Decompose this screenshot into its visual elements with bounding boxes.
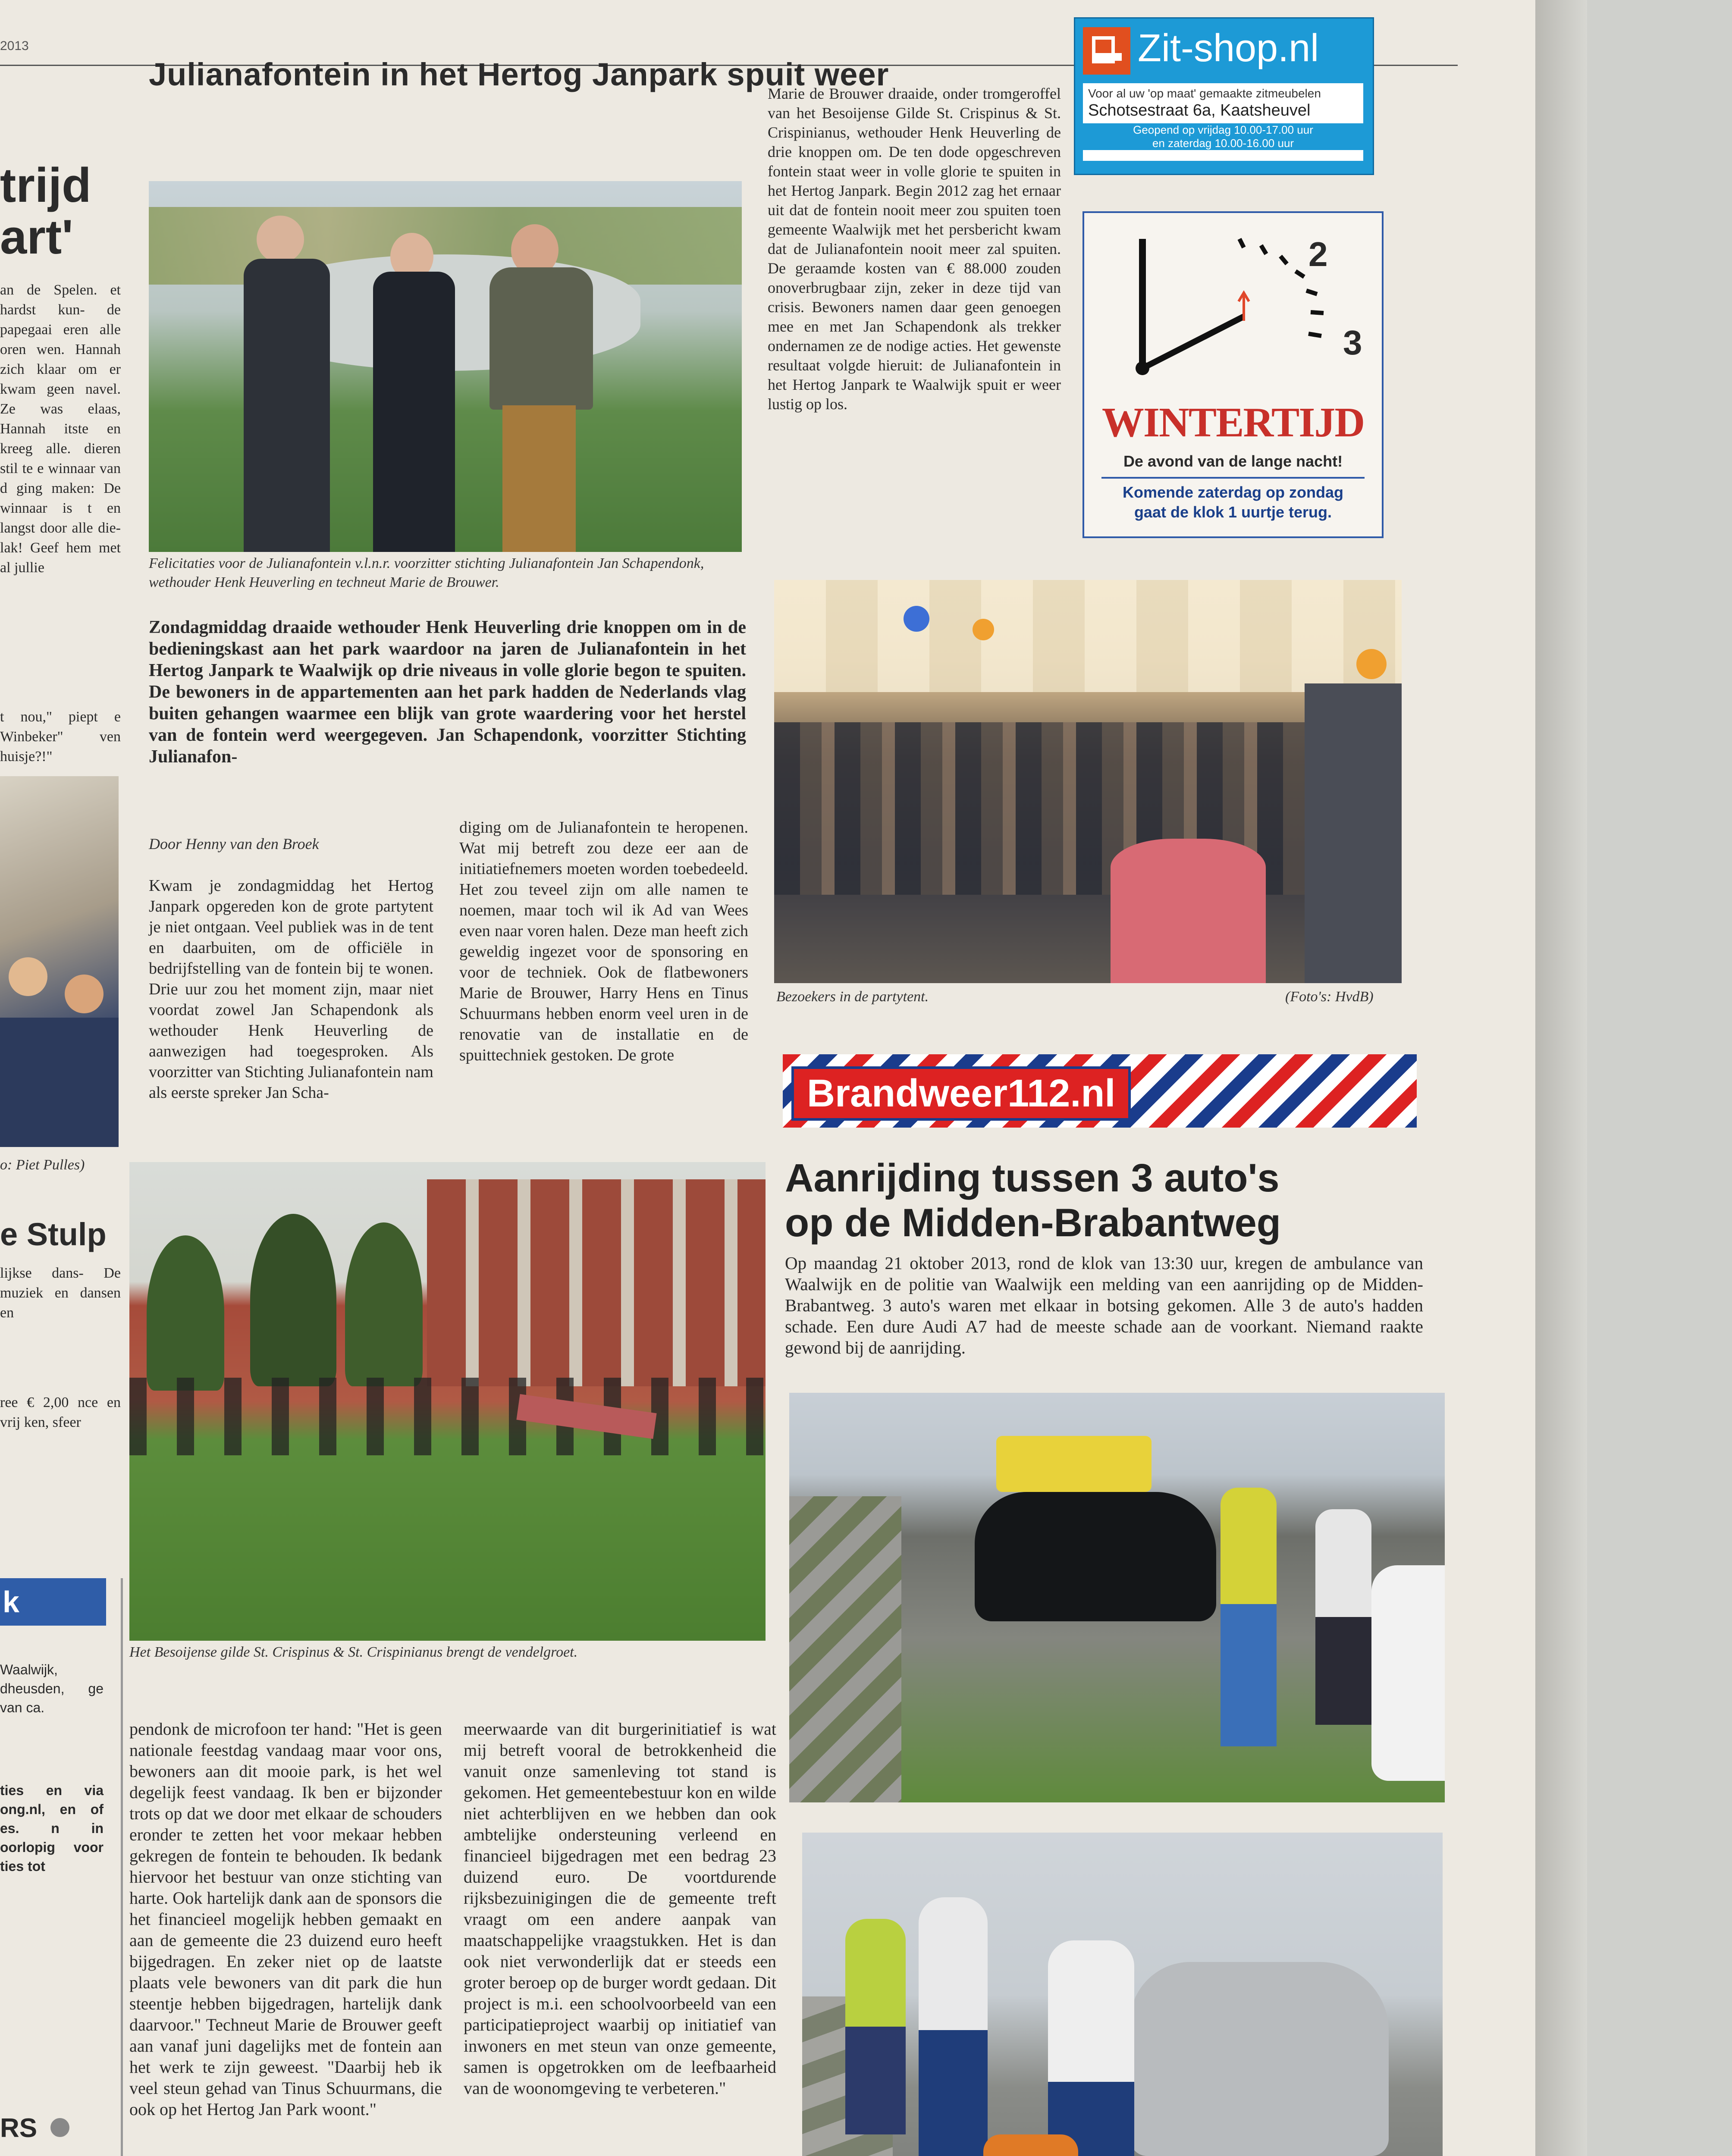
man-trousers [502,405,576,552]
wintertijd-lines: Komende zaterdag op zondag gaat de klok 1 uurtje terug. [1122,483,1344,521]
black-car [975,1492,1216,1621]
paramedic [983,2134,1078,2156]
chair-icon [1083,27,1130,75]
left-rs-label: RS [0,2113,69,2143]
officer-vest [1221,1488,1277,1746]
left-photo-credit: o: Piet Pulles) [0,1157,85,1173]
article-title: Julianafontein in het Hertog Janpark spuit weer [149,56,889,92]
wintertijd-title: WINTERTIJD [1101,399,1365,446]
byline: Door Henny van den Broek [149,835,319,852]
party-tent-photo [774,580,1402,983]
left-headline: trijd art' [0,158,91,264]
zitshop-brand: Zit-shop.nl [1138,27,1319,70]
page-year: 2013 [0,39,29,53]
wintertijd-rule [1101,477,1365,479]
man-speaking [1305,683,1402,983]
article-column-b: diging om de Julianafontein te heropenen. Wat mij betreft zou deze eer aan de initiatiefnemers moeten worden toebedeeld. Het zou teveel zijn om alle namen te noemen, maar toch wil ik Ad van Wees even naar voren halen. Deze man heeft zich geweldig ingezet voor de sponsoring en voor de techniek. Ook de flatbewoners Marie de Brouwer, Harry Hens en Tinus Schuurmans hebben enorm veel uren in de renovatie van de installatie en de spuittechniek gestoken. De grote [459,818,748,1064]
table-pink [1111,839,1266,983]
left-column-divider [121,1578,123,2156]
photo2-caption: Bezoekers in de partytent. [776,989,929,1005]
left-text-6: ties en via ong.nl, en of es. n in oorlopig voor ties tot [0,1783,104,1874]
wintertijd-ad[interactable] [1082,211,1384,538]
photo1-caption: Felicitaties voor de Julianafontein v.l.n.r. voorzitter stichting Julianafontein Jan Schapendonk, wethouder Henk Heuverling en techneut Marie de Brouwer. [149,555,704,590]
article-column-top-right: Marie de Brouwer draaide, onder tromgeroffel van het Besoijense Gilde St. Crispinus & St. Crispinianus, wethouder Henk Heuverling de drie knoppen om. De ten dode opgeschreven fontein staat weer in volle glorie te spuiten in het Hertog Janpark. Begin 2012 zag het ernaar uit dat de fontein nooit meer zou spuiten toen gemeente Waalwijk met het persbericht kwam dat de Julianafontein nooit meer zal spuiten. De geraamde kosten van € 88.000 zouden onoverbrugbaar zijn, zeker in deze tijd van crisis. Bewoners namen daar geen genoegen mee en met Jan Schapendonk als trekker ondernamen ze de nodige acties. Het gewenste resultaat volgde hieruit: de Julianafontein in het Hertog Janpark te Waalwijk spuit er weer lustig op los. [768,85,1061,413]
balloon [1356,649,1387,679]
balloon [904,606,929,632]
white-car [1371,1565,1445,1781]
page-edge-shadow [1535,0,1587,2156]
tree [147,1235,224,1391]
children-photo [0,776,119,1147]
child-face [9,957,47,996]
photo2-credit: (Foto's: HvdB) [1285,989,1374,1005]
man-suit [244,259,330,552]
tent-ceiling [774,580,1402,692]
police-officer [1315,1509,1371,1725]
left-text-5: Waalwijk, dheusden, ge van ca. [0,1662,104,1715]
left-text-1: an de Spelen. et hardst kun- de papegaai eren alle oren wen. Hannah zich klaar om er kwam geen navel. Ze was elaas, Hannah itste en kreeg alle. dieren stil te e winnaar van d ging maken: De winnaar is t en langst door alle die- lak! Geef hem met al jullie [0,282,121,576]
zitshop-info: Voor al uw 'op maat' gemaakte zitmeubelen Schotsestraat 6a, Kaatsheuvel Geopend op vrijdag 10.00-17.00 uur en zaterdag 10.00-16.00 uur [1083,83,1363,161]
photo3-caption: Het Besoijense gilde St. Crispinus & St. Crispinianus brengt de vendelgroet. [129,1644,578,1660]
gilde-members [129,1378,766,1455]
wintertijd-subtitle: De avond van de lange nacht! [1123,452,1343,470]
man-suit [373,272,455,552]
brandweer-headline: Aanrijding tussen 3 auto's op de Midden-Brabantweg [785,1156,1281,1245]
tree [250,1214,336,1386]
brandweer-banner[interactable] [783,1054,1417,1128]
child-face [65,975,104,1013]
dot-icon [50,2118,69,2137]
left-text-3: lijkse dans- De muziek en dansen en [0,1265,121,1321]
police-officer [1048,1940,1134,2156]
article-column-c: pendonk de microfoon ter hand: "Het is geen nationale feestdag vandaag maar voor ons, bewoners aan dit mooie park, is het wel degelijk feest vandaag. Ik ben er bijzonder trots op dat we door met elkaar de schouders eronder te zetten het voor mekaar hebben gekregen de fontein te behouden. Ik bedank hiervoor het bestuur van onze stichting van harte. Ook hartelijk dank aan de sponsors die het financieel mogelijk hebben gemaakt en aan de gemeente die 23 duizend euro heeft bijgedragen. En zeker niet op de laatste plaats vele bewoners van dit park die hun steentje hebben bijgedragen, hartelijk dank daarvoor." Techneut Marie de Brouwer geeft aan vanaf juni dagelijks met de fontein aan het werk te zijn geweest. "Daarbij heb ik veel steun gehad van Tinus Schuurmans, die ook op het Hertog Jan Park woont." [129,1719,442,2119]
officer-vest [845,1919,906,2134]
article-column-d: meerwaarde van dit burgerinitiatief is wat mij betreft vooral de betrokkenheid die vanuit onze samenleving tot stand is gekomen. Het gemeentebestuur kon en wilde niet achterblijven en we hebben dan ook ambtelijke ondersteuning verleend en financieel bijgedragen met een bedrag 23 duizend euro. De voortdurende rijksbezuinigingen die de gemeente treft vraagt om een andere aanpak van maatschappelijke vraagstukken. Het is dan ook niet verwonderlijk dat er steeds een groter beroep op de burger wordt gedaan. Dit project is m.i. een schoolvoorbeeld van een participatieproject waarbij op initiatief van inwoners en met steun van onze gemeente, samen is opgetrokken om de leefbaarheid van de woonomgeving te verbeteren." [464,1719,776,2098]
left-text-4: ree € 2,00 nce en vrij ken, sfeer [0,1395,121,1430]
police-officer [919,1897,988,2156]
left-text-2: t nou," piept e Winbeker" ven huisje?!" [0,709,121,765]
brandweer-logo: Brandweer112.nl [791,1066,1131,1121]
apartment-building [427,1179,766,1386]
man-face [257,216,304,263]
accident-photo-1 [789,1393,1445,1802]
child-clothes [0,1018,119,1147]
left-headline-stulp: e Stulp [0,1216,107,1252]
handshake-photo [149,181,742,552]
balloon [973,619,994,640]
zitshop-ad[interactable] [1074,17,1374,175]
accident-photo-2 [802,1833,1443,2156]
clock-number-2: 2 [1308,235,1328,273]
damaged-audi [1130,1962,1389,2156]
left-blue-tab: k [0,1578,106,1626]
article-lead: Zondagmiddag draaide wethouder Henk Heuverling drie knoppen om in de bedieningskast aan het park waardoor na jaren de Julianafontein in het Hertog Janpark te Waalwijk op drie niveaus in volle glorie begon te spuiten. De bewoners in de appartementen aan het park hadden de Nederlands vlag buiten gehangen waarmee een blijk van grote waardering voor het herstel van de fontein werd weergegeven. Jan Schapendonk, voorzitter Stichting Julianafon- [149,617,746,767]
man-jacket [489,267,593,410]
article-column-a: Kwam je zondagmiddag het Hertog Janpark opgereden kon de grote partytent je niet ontgaan. Veel publiek was in de tent en daarbuiten, om de officiële in bedrijfstelling van de fontein bij te wonen. Drie uur zou het moment zijn, maar niet voordat zowel Jan Schapendonk als wethouder Henk Heuverling de aanwezigen had toegesproken. Als voorzitter van Stichting Julianafontein nam als eerste spreker Jan Scha- [149,877,433,1102]
gilde-photo [129,1162,766,1641]
tree [345,1222,423,1386]
brandweer-body: Op maandag 21 oktober 2013, rond de klok van 13:30 uur, kregen de ambulance van Waalwijk en de politie van Waalwijk een melding van een aanrijding op de Midden-Brabantweg. 3 auto's waren met elkaar in botsing gekomen. Alle 3 de auto's hadden schade. Een dure Audi A7 had de meeste schade aan de voorkant. Niemand raakte gewond bij de aanrijding. [785,1253,1423,1357]
ambulance [996,1436,1152,1492]
clock-number-3: 3 [1343,323,1362,362]
guardrail [789,1496,901,1802]
